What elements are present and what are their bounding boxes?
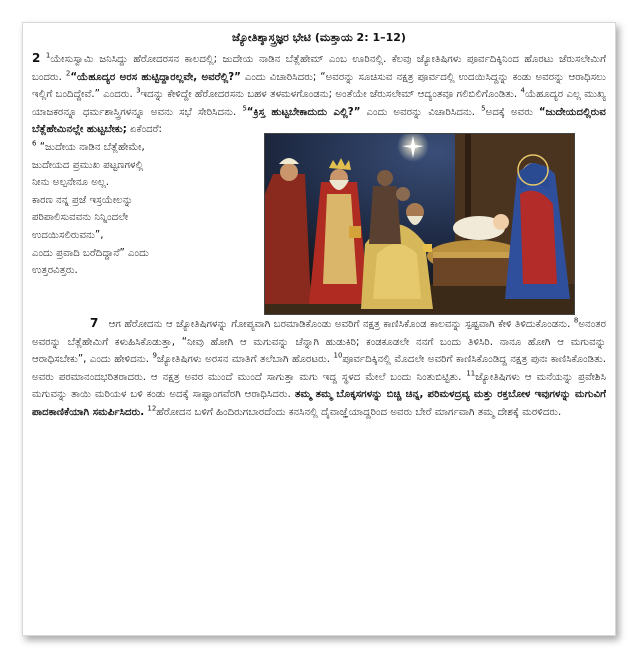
verse-text-bold: “ಜುದೇಯದಲ್ಲಿರುವ ಬೆತ್ಲೆಹೇಮಿನಲ್ಲೇ ಹುಟ್ಟಬೇಕು; [32, 106, 606, 136]
paragraph-1 [32, 50, 606, 139]
verse-number: 4 [520, 86, 525, 95]
verse-number: 6 [32, 139, 37, 148]
verse-number: 8 [573, 316, 579, 325]
verse-number-7: 7 [90, 315, 99, 330]
verse-number: 3 [136, 86, 141, 95]
verse-number: 11 [466, 369, 476, 378]
verse-text: ಏಕೆಂದರೆ: [126, 124, 162, 136]
prophecy-quote [32, 139, 268, 280]
verse-text-bold: “ಯೆಹೂದ್ಯರ ಅರಸ ಹುಟ್ಟಿದ್ದಾರಲ್ಲವೇ, ಅವರೆಲ್ಲಿ?” [70, 71, 241, 83]
verse-text: ಎಂದು ವಿಚಾರಿಸಿದರು; “ಅವರನ್ನು ಸೂಚಿಸುವ ನಕ್ಷತ್ರ ಪೂರ್ವದಲ್ಲಿ ಉದಯಿಸಿದ್ದನ್ನು ಕಂಡು ಅವರನ್ನು ಆರಾಧಿಸಲು ಇಲ್ಲಿಗೆ ಬಂದಿದ್ದೇವೆ.” ಎಂದರು. [32, 71, 606, 101]
verse-text: ಎಂದು ಅವರನ್ನು ವಿಚಾರಿಸಿದನು. [360, 106, 476, 118]
quote-line: “ಜುದೇಯ ನಾಡಿನ ಬೆತ್ಲೆಹೇಮೇ, [39, 141, 145, 153]
document-body [32, 30, 606, 628]
quote-and-image [32, 139, 606, 315]
nativity-scene-image [265, 134, 574, 314]
verse-text: ಪೂರ್ವದಿಕ್ಕಿನಲ್ಲಿ ಮೊದಲೇ ಅವರಿಗೆ ಕಾಣಿಸಿಕೊಂಡಿದ್ದ ನಕ್ಷತ್ರ ಪುನಃ ಕಾಣಿಸಿಕೊಂಡಿತು. ಅವರು ಪರಮಾನಂದಭರಿತರಾದರು. ಆ ನಕ್ಷತ್ರ ಅವರ ಮುಂದೆ ಮುಂದೆ ಸಾಗುತ್ತಾ ಮಗು ಇದ್ದ ಸ್ಥಳದ ಮೇಲೆ ಬಂದು ನಿಂತುಬಿಟ್ಟಿತು. [32, 354, 606, 383]
page-title: ಜ್ಯೋತಿಶ್ಶಾಸ್ತ್ರಜ್ಞರ ಭೇಟಿ (ಮತ್ತಾಯ 2: 1–12) [232, 31, 406, 44]
verse-text: ಜ್ಯೋತಿಷಿಗಳು ಅರಸನ ಮಾತಿಗೆ ತಲೆಬಾಗಿ ಹೊರಟರು. [156, 354, 330, 366]
verse-text: ಅದಕ್ಕೆ ಅವರು [485, 106, 539, 118]
verse-text: ಆಗ ಹೆರೋದನು ಆ [108, 318, 173, 330]
verse-text: ಜ್ಯೋತಿಷಿಗಳು ಆ ಮನೆಯನ್ನು ಪ್ರವೇಶಿಸಿ ಮಗುವನ್ನು ತಾಯಿ ಮರಿಯಳ ಬಳಿ ಕಂಡು ಅದಕ್ಕೆ ಸಾಷ್ಟಾಂಗವೆರಗಿ ಆರಾಧಿಸಿದರು. [32, 371, 606, 401]
verse-number: 10 [333, 351, 343, 360]
nativity-painting [264, 133, 575, 315]
verse-number: 9 [152, 351, 157, 360]
verse-number: 2 [65, 69, 71, 78]
chapter-number: 2 [32, 51, 41, 65]
verse-text: ಜ್ಯೋತಿಷಿಗಳನ್ನು ಗೋಪ್ಯವಾಗಿ ಬರಮಾಡಿಕೊಂಡು ಅವರಿಗೆ ನಕ್ಷತ್ರ ಕಾಣಿಸಿಕೊಂಡ ಕಾಲವನ್ನು ಸ್ಪಷ್ಟವಾಗಿ ಕೇಳಿ ತಿಳಿದುಕೊಂಡನು. [176, 318, 571, 330]
verse-text: ಹೆರೋದನ ಬಳಿಗೆ ಹಿಂದಿರುಗಬಾರದೆಂದು ಕನಸಿನಲ್ಲಿ ದೈವಾಜ್ಞೆಯಾದ್ದರಿಂದ ಅವರು ಬೇರೆ ಮಾರ್ಗವಾಗಿ ತಮ್ಮ ದೇಶಕ್ಕೆ ಮರಳಿದರು. [156, 406, 562, 418]
quote-line: ಜುದೇಯದ ಪ್ರಮುಖ ಪಟ್ಟಣಗಳಲ್ಲಿ [32, 159, 144, 171]
quote-line: ನೀನು ಅಲ್ಪನೇನೂ ಅಲ್ಲ. [32, 177, 110, 189]
paragraph-2 [32, 315, 606, 422]
verse-text: ಇದನ್ನು ಕೇಳಿದ್ದೇ ಹೆರೋದರಸನು ಬಹಳ ತಳಮಳಗೊಂಡನು; ಅಂತೆಯೇ ಜೆರುಸಲೇಮ್ ಆದ್ಯಂತವೂ ಗಲಿಬಿಲಿಗೊಂಡಿತು. [140, 89, 518, 101]
quote-line: ಪರಿಪಾಲಿಸುವವನು ನಿನ್ನಿಂದಲೇ [32, 212, 129, 224]
verse-number: 1 [45, 51, 51, 60]
verse-text: ಯೆಹೂದ್ಯರ ಎಲ್ಲ ಮುಖ್ಯ ಯಾಜಕರನ್ನೂ ಧರ್ಮಶಾಸ್ತ್ರಿಗಳನ್ನೂ ಅವನು ಸಭೆ ಸೇರಿಸಿದನು. [32, 89, 606, 118]
quote-line: ಕಾರಣ ನನ್ನ ಪ್ರಜೆ ಇಸ್ರಯೇಲನ್ನು [32, 194, 134, 206]
verse-text-bold: “ಕ್ರಿಸ್ತ ಹುಟ್ಟಬೇಕಾದುದು ಎಲ್ಲಿ?” [246, 106, 361, 118]
quote-line: ಎಂದು ಪ್ರವಾದಿ ಬರೆದಿದ್ದಾನೆ” ಎಂದು [32, 247, 149, 259]
verse-text: ಯೇಸುಸ್ವಾಮಿ ಜನಿಸಿದ್ದು ಹೆರೋದರಸನ ಕಾಲದಲ್ಲಿ; ಜುದೇಯ ನಾಡಿನ ಬೆತ್ಲೆಹೇಮ್ ಎಂಬ ಊರಿನಲ್ಲಿ. ಕೆಲವು ಜ್ಯೋತಿಷಿಗಳು ಪೂರ್ವದಿಕ್ಕಿನಿಂದ ಹೊರಟು ಜೆರುಸಲೇಮಿಗೆ ಬಂದರು. [32, 54, 606, 83]
verse-number: 5 [242, 104, 247, 113]
verse-text: ಅನಂತರ ಅವರನ್ನು ಬೆತ್ಲೆಹೇಮಿಗೆ ಕಳುಹಿಸಿಕೊಡುತ್ತಾ, “ನೀವು ಹೋಗಿ ಆ ಮಗುವನ್ನು ಚೆನ್ನಾಗಿ ಹುಡುಕಿರಿ; ಕಂಡಕೂಡಲೇ ನನಗೆ ಬಂದು ತಿಳಿಸಿರಿ. ನಾನೂ ಹೋಗಿ ಆ ಮಗುವನ್ನು ಆರಾಧಿಸಬೇಕು”, ಎಂದು ಹೇಳಿದನು. [32, 318, 606, 366]
verse-number: 5 [481, 104, 486, 113]
quote-line: ಉದಯಿಸಲಿರುವನು”, [32, 229, 104, 241]
verse-number: 12 [147, 404, 157, 413]
verse-text-bold: ತಮ್ಮ ತಮ್ಮ ಬೊಕ್ಕಸಗಳನ್ನು ಬಿಚ್ಚಿ ಚಿನ್ನ, ಪರಿಮಳದ್ರವ್ಯ ಮತ್ತು ರಕ್ತಬೋಳ ಇವುಗಳನ್ನು ಮಗುವಿಗೆ ಪಾದಕಾಣಿಕೆಯಾಗಿ ಸಮರ್ಪಿಸಿದರು. [32, 389, 606, 418]
quote-line: ಉತ್ತರವಿತ್ತರು. [32, 265, 78, 277]
